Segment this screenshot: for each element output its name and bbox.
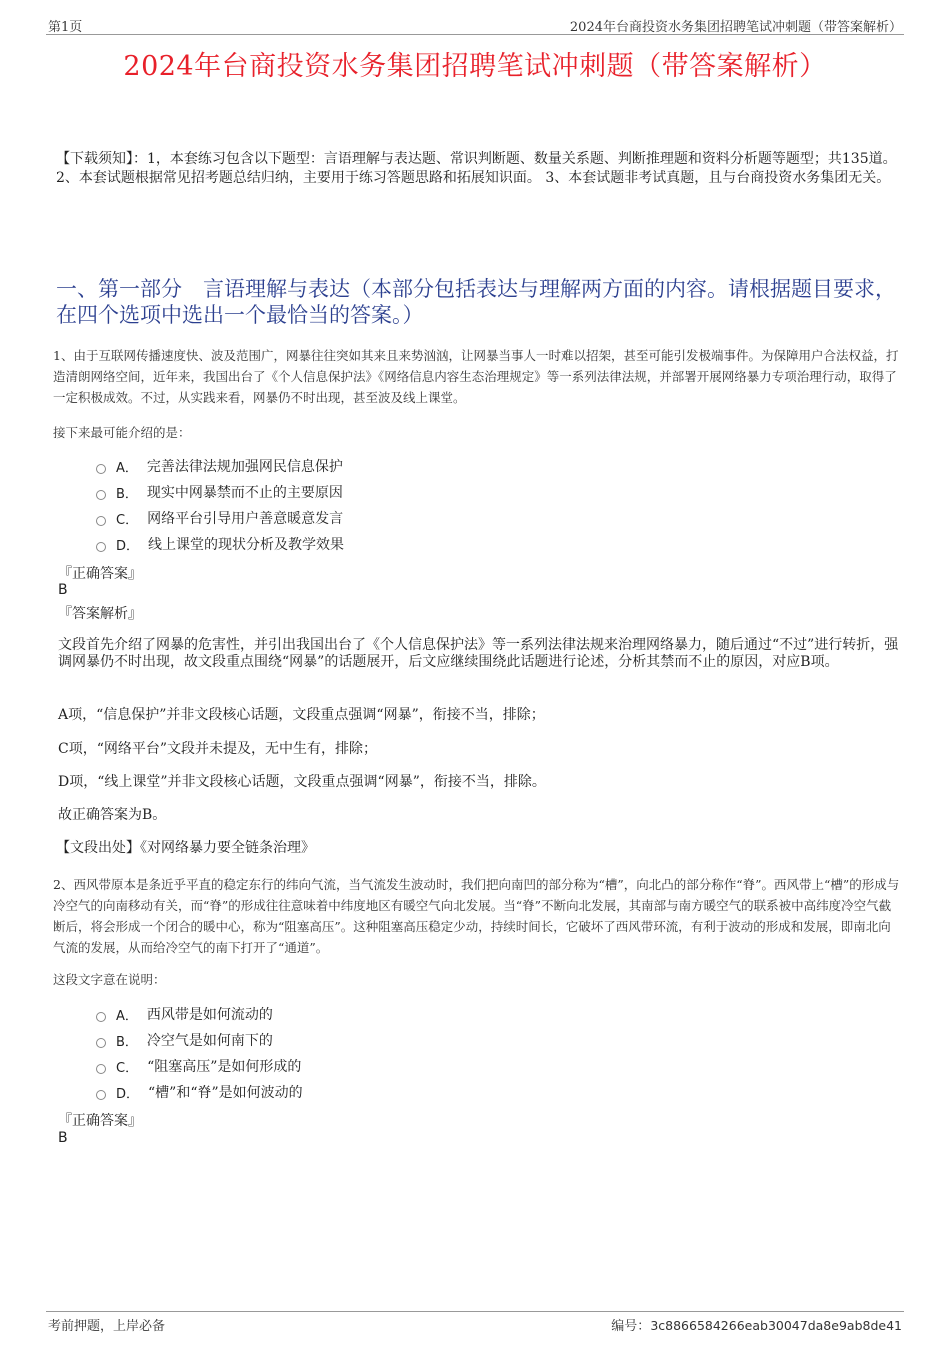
question-1-answer: B (58, 582, 68, 598)
question-1-option-a[interactable] (96, 453, 344, 479)
option-letter: D． (116, 538, 140, 554)
serial-code: 3c8866584266eab30047da8e9ab8de41 (650, 1318, 902, 1333)
option-letter: C． (116, 512, 139, 528)
section-heading: 一、第一部分 言语理解与表达（本部分包括表达与理解两方面的内容。请根据题目要求，在四个选项中选出一个最恰当的答案。） (56, 277, 896, 327)
option-text: “槽”和“脊”是如何波动的 (148, 1085, 303, 1101)
document-title: 2024年台商投资水务集团招聘笔试冲刺题（带答案解析） (123, 51, 827, 82)
question-2-text: 2、西风带原本是条近乎平直的稳定东行的纬向气流，当气流发生波动时，我们把向南凹的部分称为“槽”，向北凸的部分称作“脊”。西风带上“槽”的形成与冷空气的向南移动有关，而“脊”的形成往往意味着中纬度地区有暖空气向北发展。当“脊”不断向北发展，其南部与南方暖空气的联系被中高纬度冷空气截断后，将会形成一个闭合的暖中心，称为“阻塞高压”。这种阻塞高压稳定少动，持续时间长，它破坏了西风带环流，有利于波动的形成和发展，即南北向气流的发展，从而给冷空气的南下打开了“通道”。 (53, 877, 900, 955)
option-letter: B． (116, 1034, 138, 1050)
radio-icon[interactable] (96, 490, 106, 500)
question-1-note-d: D项，“线上课堂”并非文段核心话题，文段重点强调“网暴”，衔接不当，排除。 (58, 774, 546, 790)
footer-serial (611, 1315, 902, 1334)
option-text: 冷空气是如何南下的 (146, 1033, 273, 1049)
option-letter: A． (116, 460, 138, 476)
question-1-options (96, 453, 344, 557)
page-header (46, 14, 904, 35)
option-letter: C． (116, 1060, 139, 1076)
question-2-option-a[interactable] (96, 1001, 303, 1027)
page-number: 第1页 (48, 20, 83, 35)
radio-icon[interactable] (96, 516, 106, 526)
option-letter: D． (116, 1086, 140, 1102)
question-1-note-a: A项，“信息保护”并非文段核心话题，文段重点强调“网暴”，衔接不当，排除； (58, 707, 545, 723)
question-1-option-d[interactable] (96, 531, 344, 557)
question-2-option-c[interactable] (96, 1053, 303, 1079)
radio-icon[interactable] (96, 464, 106, 474)
question-1-conclusion: 故正确答案为B。 (58, 807, 167, 823)
question-1-text: 1、由于互联网传播速度快、波及范围广，网暴往往突如其来且来势汹汹，让网暴当事人一时难以招架，甚至可能引发极端事件。为保障用户合法权益，打造清朗网络空间，近年来，我国出台了《个人信息保护法》《网络信息内容生态治理规定》等一系列法律法规，并部署开展网络暴力专项治理行动，取得了一定积极成效。不过，从实践来看，网暴仍不时出现，甚至波及线上课堂。 (53, 348, 899, 405)
question-1-note-c: C项，“网络平台”文段并未提及，无中生有，排除； (58, 741, 378, 757)
footer-slogan: 考前押题，上岸必备 (48, 1319, 166, 1334)
question-2-options (96, 1001, 303, 1105)
question-2-option-b[interactable] (96, 1027, 303, 1053)
question-1-analysis: 文段首先介绍了网暴的危害性，并引出我国出台了《个人信息保护法》等一系列法律法规来治理网络暴力，随后通过“不过”进行转折，强调网暴仍不时出现，故文段重点围绕“网暴”的话题展开，后文应继续围绕此话题进行论述，分析其禁而不止的原因，对应B项。 (58, 637, 899, 670)
question-2-answer: B (58, 1130, 68, 1146)
option-text: 完善法律法规加强网民信息保护 (146, 459, 343, 475)
question-2-option-d[interactable] (96, 1079, 303, 1105)
radio-icon[interactable] (96, 1038, 106, 1048)
page-footer (46, 1311, 904, 1332)
option-text: “阻塞高压”是如何形成的 (147, 1059, 302, 1075)
question-1-prompt: 接下来最可能介绍的是： (53, 425, 191, 440)
option-text: 网络平台引导用户善意暖意发言 (147, 511, 344, 527)
download-notice: 【下载须知】：1，本套练习包含以下题型：言语理解与表达题、常识判断题、数量关系题、判断推理题和资料分析题等题型；共135道。 2、本套试题根据常见招考题总结归纳，主要用于练习答题思路和拓展知识面。 3、本套试题非考试真题，且与台商投资水务集团无关。 (56, 151, 897, 186)
question-1-analysis-label: 『答案解析』 (58, 606, 142, 622)
radio-icon[interactable] (96, 542, 106, 552)
option-text: 现实中网暴禁而不止的主要原因 (146, 485, 343, 501)
header-doc-title: 2024年台商投资水务集团招聘笔试冲刺题（带答案解析） (569, 20, 902, 35)
option-text: 西风带是如何流动的 (146, 1007, 273, 1023)
question-2-prompt: 这段文字意在说明： (53, 972, 166, 987)
option-letter: B． (116, 486, 138, 502)
question-1-source: 【文段出处】《对网络暴力要全链条治理》 (56, 840, 315, 856)
option-text: 线上课堂的现状分析及教学效果 (148, 537, 345, 553)
radio-icon[interactable] (96, 1064, 106, 1074)
question-1-option-b[interactable] (96, 479, 344, 505)
radio-icon[interactable] (96, 1090, 106, 1100)
question-1-answer-label: 『正确答案』 (58, 566, 142, 582)
radio-icon[interactable] (96, 1012, 106, 1022)
serial-label: 编号： (611, 1319, 651, 1334)
question-1-option-c[interactable] (96, 505, 344, 531)
option-letter: A． (116, 1008, 138, 1024)
question-2-answer-label: 『正确答案』 (58, 1113, 142, 1129)
